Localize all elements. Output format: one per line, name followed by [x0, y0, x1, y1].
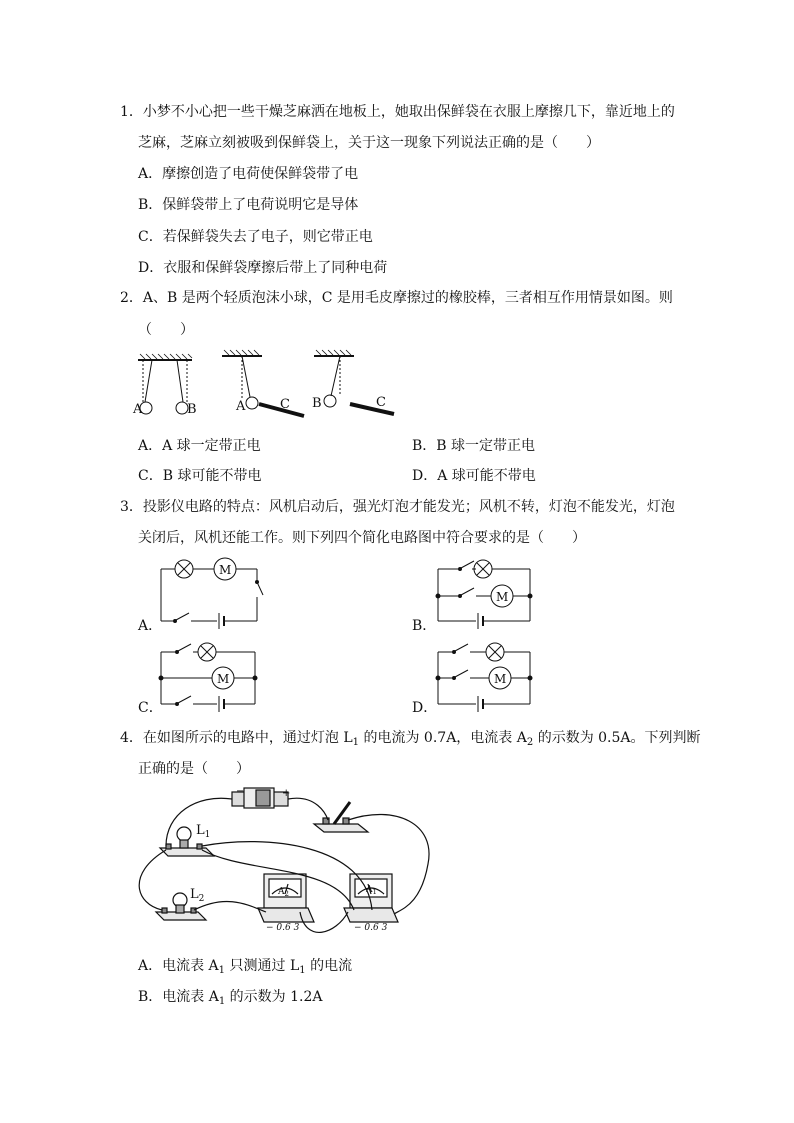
q2-fig-label-a1: A: [133, 402, 143, 417]
q4-physical-circuit-figure: [136, 784, 436, 944]
q3-stem-line2: 关闭后，风机还能工作。则下列四个简化电路图中符合要求的是（ ）: [138, 530, 586, 546]
q4-fig-a1: $A_1$: [366, 885, 377, 896]
q3-d-motor-label: M: [494, 672, 507, 686]
q2-fig-label-a2: A: [236, 399, 246, 414]
q4-a2-scale: − 0.6 3: [266, 923, 300, 933]
q2-option-a: A．A 球一定带正电: [138, 438, 261, 454]
q3-option-c-label: C．: [138, 700, 163, 716]
q2-option-c: C．B 球可能不带电: [138, 468, 262, 484]
q4-stem-line1: 4．在如图所示的电路中，通过灯泡 $L_1$ 的电流为 0.7A，电流表 $A_2$ 的示数为 0.5A。下列判断: [120, 730, 701, 748]
q2-fig-label-c3: C: [376, 395, 386, 410]
q2-option-b: B．B 球一定带正电: [412, 438, 536, 454]
q4-option-a: A．电流表 $A_1$ 只测通过 $L_1$ 的电流: [138, 958, 353, 976]
q4-a1-scale: − 0.6 3: [354, 923, 388, 933]
q2-option-d: D．A 球可能不带电: [412, 468, 536, 484]
q1-option-c: C．若保鲜袋失去了电子，则它带正电: [138, 229, 373, 245]
q3-circuit-a: [155, 555, 270, 630]
q3-circuit-b: [432, 555, 537, 630]
q2-fig-label-b1: B: [187, 402, 197, 417]
q4-fig-l2: $L_2$: [190, 887, 205, 904]
q3-option-d-label: D．: [412, 700, 438, 716]
q4-fig-l1: $L_1$: [196, 823, 211, 840]
q2-fig-label-b3: B: [312, 396, 322, 411]
q1-stem-line1: 1．小梦不小心把一些干燥芝麻洒在地板上，她取出保鲜袋在衣服上摩擦几下，靠近地上的: [120, 104, 675, 120]
q3-b-motor-label: M: [496, 590, 509, 604]
q2-stem-line1: 2．A、B 是两个轻质泡沫小球，C 是用毛皮摩擦过的橡胶棒，三者相互作用情景如图。则: [120, 290, 673, 306]
q4-stem-line2: 正确的是（ ）: [138, 761, 250, 777]
q3-circuit-d: [432, 636, 537, 712]
q1-option-d: D．衣服和保鲜袋摩擦后带上了同种电荷: [138, 260, 388, 276]
q2-fig-label-c2: C: [280, 397, 290, 412]
q1-option-a: A．摩擦创造了电荷使保鲜袋带了电: [138, 166, 359, 182]
q3-option-a-label: A．: [138, 618, 163, 634]
q3-circuit-c: [155, 636, 265, 712]
q4-battery-plus: +: [282, 788, 291, 799]
q4-fig-a2: $A_2$: [278, 887, 289, 898]
q3-c-motor-label: M: [217, 672, 230, 686]
q3-a-motor-label: M: [219, 563, 232, 577]
q2-stem-line2: （ ）: [138, 322, 194, 338]
q1-option-b: B．保鲜袋带上了电荷说明它是导体: [138, 197, 359, 213]
q1-stem-line2: 芝麻，芝麻立刻被吸到保鲜袋上，关于这一现象下列说法正确的是（ ）: [138, 135, 600, 151]
q2-pendulum-figure: [132, 346, 404, 422]
q4-battery-minus: −: [236, 786, 245, 797]
q4-option-b: B．电流表 $A_1$ 的示数为 1.2A: [138, 989, 323, 1007]
q3-option-b-label: B．: [412, 618, 437, 634]
q3-stem-line1: 3．投影仪电路的特点：风机启动后，强光灯泡才能发光；风机不转，灯泡不能发光，灯泡: [120, 499, 675, 515]
